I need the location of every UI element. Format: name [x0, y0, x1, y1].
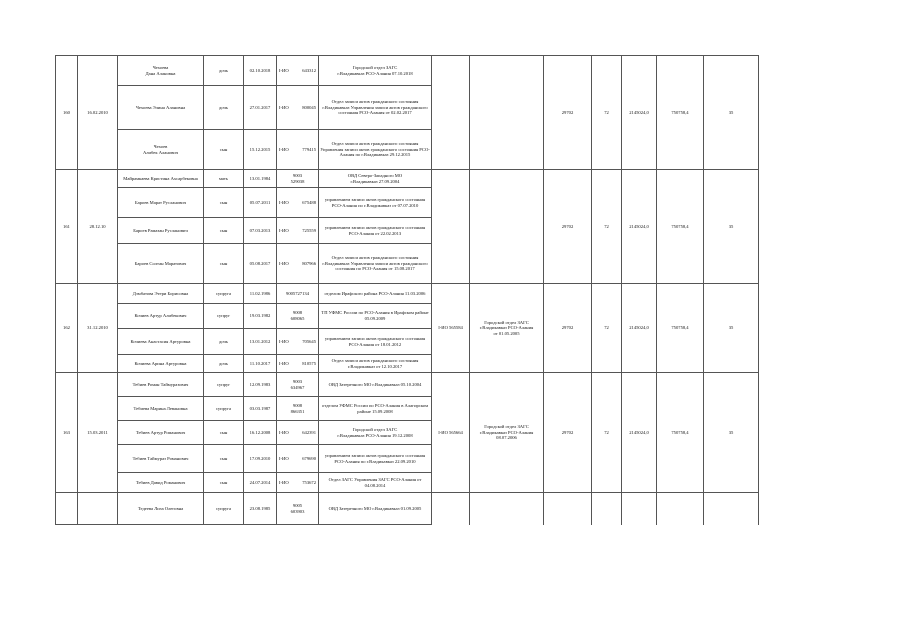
member-birthdate: 15.12.2015	[244, 130, 277, 170]
passport-cell	[277, 445, 319, 473]
document-issuer: Городской отдел ЗАГС г.Владикавказ РСО-Алания 19.12.2008	[319, 421, 432, 445]
subsidy-document: I-ИО 565584	[432, 284, 470, 373]
passport-number: 810575	[302, 360, 316, 366]
member-relation: сын	[204, 473, 244, 493]
norm-value: 72	[592, 373, 622, 493]
passport-series: I-ИО	[279, 360, 289, 366]
passport-cell	[277, 421, 319, 445]
passport-number: 679690	[302, 455, 316, 461]
passport-number: 779415	[302, 146, 316, 152]
passport-cell	[277, 473, 319, 493]
member-relation: сын	[204, 421, 244, 445]
member-name: Тебиев Таймураз Романович	[118, 445, 204, 473]
empty-cell	[592, 493, 622, 525]
area-sum: 2145024,0	[622, 170, 657, 284]
area-sum: 2145024,0	[622, 56, 657, 170]
member-relation: дочь	[204, 329, 244, 355]
cost-value: 750758,4	[657, 56, 704, 170]
passport-number: 675488	[302, 199, 316, 205]
member-birthdate: 11.10.2017	[244, 355, 277, 373]
member-relation: сын	[204, 445, 244, 473]
passport-number: 608065	[290, 316, 305, 321]
member-name: Чехоева Элина Алановна	[118, 86, 204, 130]
total-value: 29702	[544, 373, 592, 493]
member-birthdate: 13.01.2012	[244, 329, 277, 355]
member-relation: сын	[204, 188, 244, 218]
record-number	[56, 493, 78, 525]
subsidy-issuer	[470, 170, 544, 284]
passport-cell	[277, 130, 319, 170]
passport-series: I-ИО	[279, 479, 289, 485]
member-relation: супруга	[204, 493, 244, 525]
member-name: Бароев Солтан Маратович	[118, 244, 204, 284]
area-sum: 2145024,0	[622, 373, 657, 493]
passport-number: 753672	[302, 479, 316, 485]
total-value: 29702	[544, 170, 592, 284]
member-relation: сын	[204, 218, 244, 244]
last-value: 35	[704, 56, 759, 170]
member-name: Тебиев Артур Романович	[118, 421, 204, 445]
passport-series: I-ИО	[279, 227, 289, 233]
record-date: 16.02.2010	[78, 56, 118, 170]
member-name: Кочиева Анастасия Артуровна	[118, 329, 204, 355]
record-number: 161	[56, 170, 78, 284]
member-relation: сын	[204, 130, 244, 170]
passport-number: 634967	[290, 384, 305, 390]
document-issuer: управлением записи актов гражданского состояния РСО-Алания по г.Владикавказ 22.09.2010	[319, 445, 432, 473]
passport-series: I-ИО	[279, 104, 289, 110]
passport-series: I-ИО	[279, 455, 289, 461]
subsidy-issuer: Городской отдел ЗАГС г.Владикавказ РСО-Алания от 01.05.2005	[470, 284, 544, 373]
passport-series: I-ИО	[279, 67, 289, 73]
document-issuer: отделом УФМС России по РСО-Алания в Алагирском районе 15.09.2008	[319, 397, 432, 421]
member-name: Тебиев Давид Романович	[118, 473, 204, 493]
member-birthdate: 05.07.2011	[244, 188, 277, 218]
member-birthdate: 23.08.1985	[244, 493, 277, 525]
document-issuer: управлением записи актов гражданского состояния РСО-Алания от 22.02.2013	[319, 218, 432, 244]
member-name: Кочиев Артур Алибекович	[118, 304, 204, 329]
passport-number: 807966	[302, 260, 316, 266]
member-birthdate: 02.10.2018	[244, 56, 277, 86]
document-issuer: ОВД Затеречного МО г.Владикавказ 05.10.2004	[319, 373, 432, 397]
record-date: 15.03.2011	[78, 373, 118, 493]
member-relation: супруга	[204, 284, 244, 304]
record-date: 31.12.2010	[78, 284, 118, 373]
cost-value: 750758,4	[657, 170, 704, 284]
member-name: Тебиев Роман Таймуразович	[118, 373, 204, 397]
passport-cell	[277, 188, 319, 218]
passport-cell	[277, 373, 319, 397]
subsidy-document	[432, 56, 470, 170]
document-issuer: управлением записи актов гражданского состояния РСО-Алания по г.Владикавказ от 07.07.2010	[319, 188, 432, 218]
document-issuer: Отдел записи актов гражданского состояния г.Владикавказ Управления записи актов гражданского состояния РСО-Алания от 02.02.2017	[319, 86, 432, 130]
passport-series: I-ИО	[279, 260, 289, 266]
passport-cell	[277, 170, 319, 188]
passport-number: 9005727134	[286, 290, 309, 296]
passport-number: 603903	[290, 508, 305, 514]
norm-value: 72	[592, 170, 622, 284]
member-name: Тебиева Марина Левановна	[118, 397, 204, 421]
empty-cell	[622, 493, 657, 525]
document-issuer: ОВД Северо-Западного МО г.Владикавказ 27.09.2004	[319, 170, 432, 188]
passport-cell	[277, 218, 319, 244]
member-birthdate: 11.02.1986	[244, 284, 277, 304]
member-name: Кочиева Арина Артуровна	[118, 355, 204, 373]
member-name: Бароев Марат Русланович	[118, 188, 204, 218]
passport-cell	[277, 493, 319, 525]
record-number: 160	[56, 56, 78, 170]
member-birthdate: 03.03.1987	[244, 397, 277, 421]
passport-cell	[277, 56, 319, 86]
member-birthdate: 27.01.2017	[244, 86, 277, 130]
last-value: 35	[704, 373, 759, 493]
passport-number: 705645	[302, 338, 316, 344]
total-value: 29702	[544, 284, 592, 373]
area-sum: 2145024,0	[622, 284, 657, 373]
passport-series: 9003	[292, 378, 303, 384]
member-birthdate: 07.03.2013	[244, 218, 277, 244]
passport-series: 9008	[292, 310, 303, 316]
passport-number: 529038	[290, 178, 305, 184]
passport-number: 725559	[302, 227, 316, 233]
member-relation: мать	[204, 170, 244, 188]
passport-series: I-ИО	[279, 338, 289, 344]
document-issuer: Отдел ЗАГС Управления ЗАГС РСО-Алания от 04.08.2014	[319, 473, 432, 493]
member-name: Майрамкаева Кристина Ахсарбековна	[118, 170, 204, 188]
passport-series: 9003	[292, 172, 303, 178]
empty-cell	[704, 493, 759, 525]
passport-cell	[277, 355, 319, 373]
norm-value: 72	[592, 56, 622, 170]
passport-cell	[277, 244, 319, 284]
member-relation: дочь	[204, 86, 244, 130]
table-row-partial	[56, 493, 851, 525]
passport-series: 9005	[292, 502, 303, 508]
passport-cell	[277, 397, 319, 421]
member-relation: дочь	[204, 355, 244, 373]
member-name: Чехоева Дана Алановна	[118, 56, 204, 86]
document-issuer: ОВД Затеречного МО г.Владикавказ 01.09.2005	[319, 493, 432, 525]
subsidy-document	[432, 170, 470, 284]
subsidy-issuer: Городской отдел ЗАГС г.Владикавказ РСО-Алания 08.07.2006	[470, 373, 544, 493]
member-relation: супруга	[204, 397, 244, 421]
empty-cell	[470, 493, 544, 525]
cost-value: 750758,4	[657, 373, 704, 493]
document-issuer: Отдел записи актов гражданского состояния г.Владикавказ Управления записи актов гражданского состояния по РСО-Алания от 15.08.2017	[319, 244, 432, 284]
member-birthdate: 16.12.2008	[244, 421, 277, 445]
member-relation: супруг	[204, 373, 244, 397]
table-row	[56, 373, 851, 397]
passport-series: 9008	[292, 402, 303, 408]
document-issuer: отделом Ирафского района РСО-Алания 11.03.2006	[319, 284, 432, 304]
table-row	[56, 170, 851, 188]
subsidy-document: I-ИО 565664	[432, 373, 470, 493]
cost-value: 750758,4	[657, 284, 704, 373]
record-number: 163	[56, 373, 78, 493]
table-row	[56, 56, 851, 86]
passport-cell	[277, 284, 319, 304]
member-birthdate: 05.08.2017	[244, 244, 277, 284]
passport-number: 643312	[302, 67, 316, 73]
total-value: 29702	[544, 56, 592, 170]
last-value: 35	[704, 170, 759, 284]
member-birthdate: 13.01.1984	[244, 170, 277, 188]
passport-number: 800045	[302, 104, 316, 110]
member-name: Бароев Рамазан Русланович	[118, 218, 204, 244]
norm-value: 72	[592, 284, 622, 373]
passport-number: 642391	[302, 429, 316, 435]
empty-cell	[544, 493, 592, 525]
subsidy-issuer	[470, 56, 544, 170]
member-birthdate: 19.03.1982	[244, 304, 277, 329]
passport-cell	[277, 329, 319, 355]
last-value: 35	[704, 284, 759, 373]
passport-series: I-ИО	[279, 429, 289, 435]
member-relation: сын	[204, 244, 244, 284]
empty-cell	[432, 493, 470, 525]
member-relation: супруг	[204, 304, 244, 329]
member-birthdate: 12.09.1983	[244, 373, 277, 397]
member-birthdate: 17.09.2010	[244, 445, 277, 473]
passport-cell	[277, 86, 319, 130]
table-row	[56, 284, 851, 304]
passport-number: 866351	[290, 408, 305, 414]
passport-cell	[277, 304, 319, 329]
document-issuer: Отдел записи актов гражданского состояния г.Владикавказ от 12.10.2017	[319, 355, 432, 373]
record-number: 162	[56, 284, 78, 373]
passport-series: I-ИО	[279, 199, 289, 205]
document-issuer: ТП УФМС России по РСО-Алания в Ирафском районе 05.09.2009	[319, 304, 432, 329]
member-name: Тедеева Лиза Олеговна	[118, 493, 204, 525]
passport-series: I-ИО	[279, 146, 289, 152]
member-birthdate: 24.07.2014	[244, 473, 277, 493]
member-relation: дочь	[204, 56, 244, 86]
registry-table	[55, 55, 851, 525]
document-issuer: управлением записи актов гражданского состояния РСО-Алания от 18.01.2012	[319, 329, 432, 355]
document-issuer: Отдел записи актов гражданского состояния Управления записи актов гражданского состояния РСО-Алания по г.Владикавказ 29.12.2015	[319, 130, 432, 170]
record-date	[78, 493, 118, 525]
document-issuer: Городской отдел ЗАГС г.Владикавказ РСО-Алания 07.10.2018	[319, 56, 432, 86]
member-name: Дзмбатова Этери Борисовна	[118, 284, 204, 304]
member-name: Чехоев Алибек Аланович	[118, 130, 204, 170]
record-date: 28.12.10	[78, 170, 118, 284]
empty-cell	[657, 493, 704, 525]
